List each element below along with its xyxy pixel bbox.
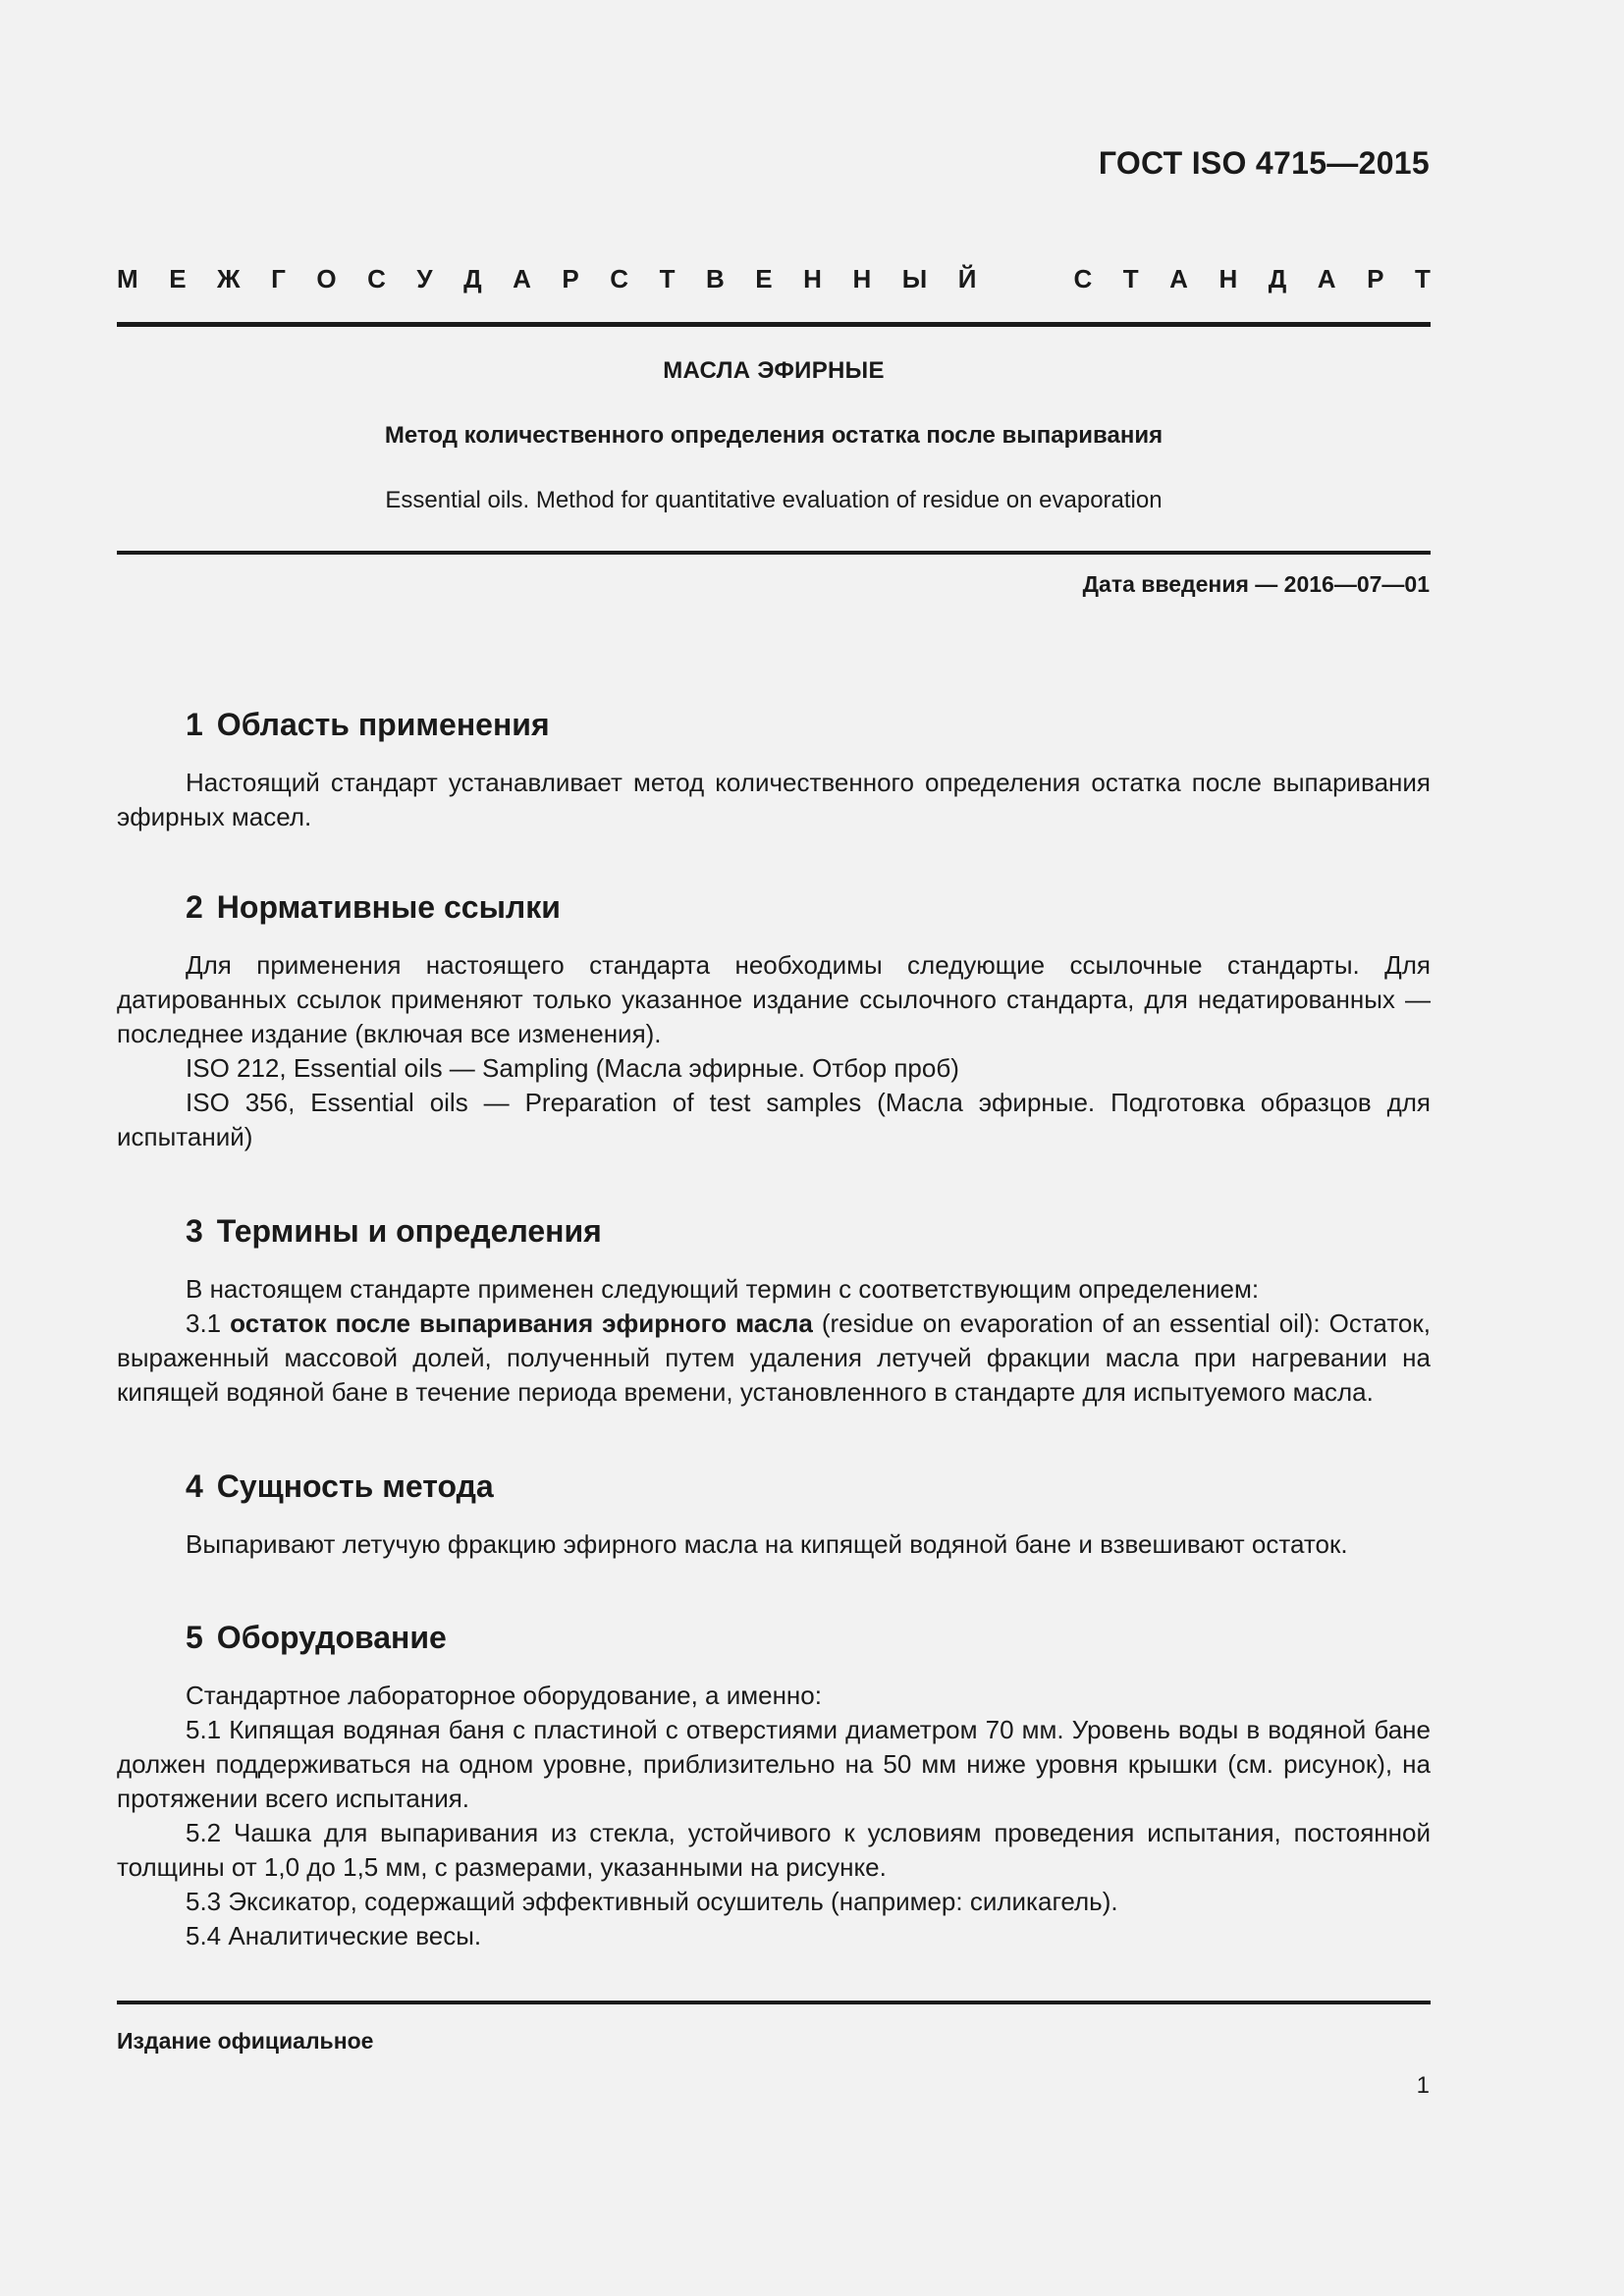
- section-heading: [117, 1211, 1431, 1251]
- section-title: Оборудование: [216, 1620, 447, 1655]
- equipment-item: 5.3 Эксикатор, содержащий эффективный осушитель (например: силикагель).: [186, 1887, 1118, 1916]
- banner-letter: Д: [1268, 264, 1287, 294]
- banner-letter: М: [117, 264, 138, 294]
- document-subtitle: Метод количественного определения остатка после выпаривания: [384, 422, 1164, 449]
- equipment-item: 5.2 Чашка для выпаривания из стекла, устойчивого к условиям проведения испытания, постоянной толщины от 1,0 до 1,5 мм, с размерами, указанными на рисунке.: [117, 1818, 1431, 1882]
- paragraph: Для применения настоящего стандарта необходимы следующие ссылочные стандарты. Для датированных ссылок применяют только указанное издание ссылочного стандарта, для недатированных — последнее издание (включая все изменения).: [117, 950, 1431, 1048]
- banner-letter: Д: [463, 264, 482, 294]
- equipment-item: 5.1 Кипящая водяная баня с пластиной с отверстиями диаметром 70 мм. Уровень воды в водяной бане должен поддерживаться на одном уровне, приблизительно на 50 мм ниже уровня крышки (см. рисунок), на протяжении всего испытания.: [117, 1715, 1431, 1813]
- banner-letter: Е: [169, 264, 187, 294]
- paragraph: Стандартное лабораторное оборудование, а именно:: [186, 1681, 822, 1710]
- section-normative-references: [117, 887, 1431, 1154]
- banner-letter: Т: [1414, 264, 1431, 294]
- banner-letter: А: [513, 264, 531, 294]
- banner-letter: У: [416, 264, 433, 294]
- term-name: остаток после выпаривания эфирного масла: [230, 1308, 813, 1338]
- paragraph: В настоящем стандарте применен следующий термин с соответствующим определением:: [186, 1274, 1260, 1304]
- equipment-item: 5.4 Аналитические весы.: [186, 1921, 482, 1950]
- paragraph: Настоящий стандарт устанавливает метод количественного определения остатка после выпаривания эфирных масел.: [117, 768, 1431, 831]
- section-number: 1: [186, 707, 203, 742]
- banner-letter: Т: [659, 264, 676, 294]
- banner-letter: Т: [1122, 264, 1139, 294]
- banner-letter: А: [1317, 264, 1336, 294]
- section-title: Нормативные ссылки: [216, 889, 561, 925]
- section-scope: [117, 705, 1431, 834]
- banner-letter: Ж: [217, 264, 241, 294]
- interstate-standard-banner: [117, 263, 1431, 294]
- banner-letter: Ы: [901, 264, 928, 294]
- reference-item: ISO 356, Essential oils — Preparation of test samples (Масла эфирные. Подготовка образцов для испытаний): [117, 1088, 1431, 1151]
- banner-letter: Г: [271, 264, 286, 294]
- term-definition: [117, 1307, 1431, 1410]
- introduction-date: Дата введения — 2016—07—01: [1082, 571, 1430, 597]
- page-number: 1: [1416, 2072, 1430, 2099]
- section-heading: [117, 887, 1431, 927]
- banner-letter: О: [316, 264, 337, 294]
- banner-letter: Р: [1367, 264, 1384, 294]
- document-title: МАСЛА ЭФИРНЫЕ: [663, 357, 885, 384]
- section-number: 2: [186, 889, 203, 925]
- official-edition-label: Издание официальное: [117, 2028, 374, 2054]
- top-divider: [117, 322, 1431, 327]
- banner-letter: С: [610, 264, 629, 294]
- section-method-principle: [117, 1467, 1431, 1562]
- reference-item: ISO 212, Essential oils — Sampling (Масла эфирные. Отбор проб): [186, 1053, 959, 1083]
- section-number: 4: [186, 1468, 203, 1504]
- term-number: 3.1: [186, 1308, 222, 1338]
- footer-divider: [117, 2001, 1431, 2004]
- section-terms-definitions: [117, 1211, 1431, 1410]
- banner-letter: Н: [1218, 264, 1238, 294]
- section-title: Область применения: [216, 707, 550, 742]
- banner-letter: С: [1073, 264, 1093, 294]
- section-heading: [117, 1467, 1431, 1506]
- section-equipment: [117, 1618, 1431, 1953]
- banner-letter: Р: [562, 264, 579, 294]
- term-definition-text: (residue on evaporation of an essential oil): Остаток, выраженный массовой долей, полученный путем удаления летучей фракции масла при нагревании на кипящей водяной бане в течение периода времени, установленного в стандарте для испытуемого масла.: [117, 1308, 1431, 1407]
- document-body: [117, 705, 1431, 1953]
- banner-letter: С: [367, 264, 386, 294]
- banner-letter: А: [1169, 264, 1188, 294]
- banner-letter: Е: [755, 264, 773, 294]
- section-number: 5: [186, 1620, 203, 1655]
- section-title: Сущность метода: [216, 1468, 494, 1504]
- section-heading: [117, 1618, 1431, 1657]
- banner-letter: Й: [957, 264, 977, 294]
- banner-letter: Н: [852, 264, 872, 294]
- title-divider: [117, 551, 1431, 555]
- english-title: Essential oils. Method for quantitative evaluation of residue on evaporation: [385, 487, 1163, 513]
- section-heading: [117, 705, 1431, 744]
- section-number: 3: [186, 1213, 203, 1249]
- banner-letter: Н: [803, 264, 822, 294]
- banner-letter: В: [705, 264, 725, 294]
- paragraph: Выпаривают летучую фракцию эфирного масла на кипящей водяной бане и взвешивают остаток.: [186, 1529, 1348, 1559]
- section-title: Термины и определения: [216, 1213, 602, 1249]
- document-code: ГОСТ ISO 4715—2015: [1098, 145, 1430, 181]
